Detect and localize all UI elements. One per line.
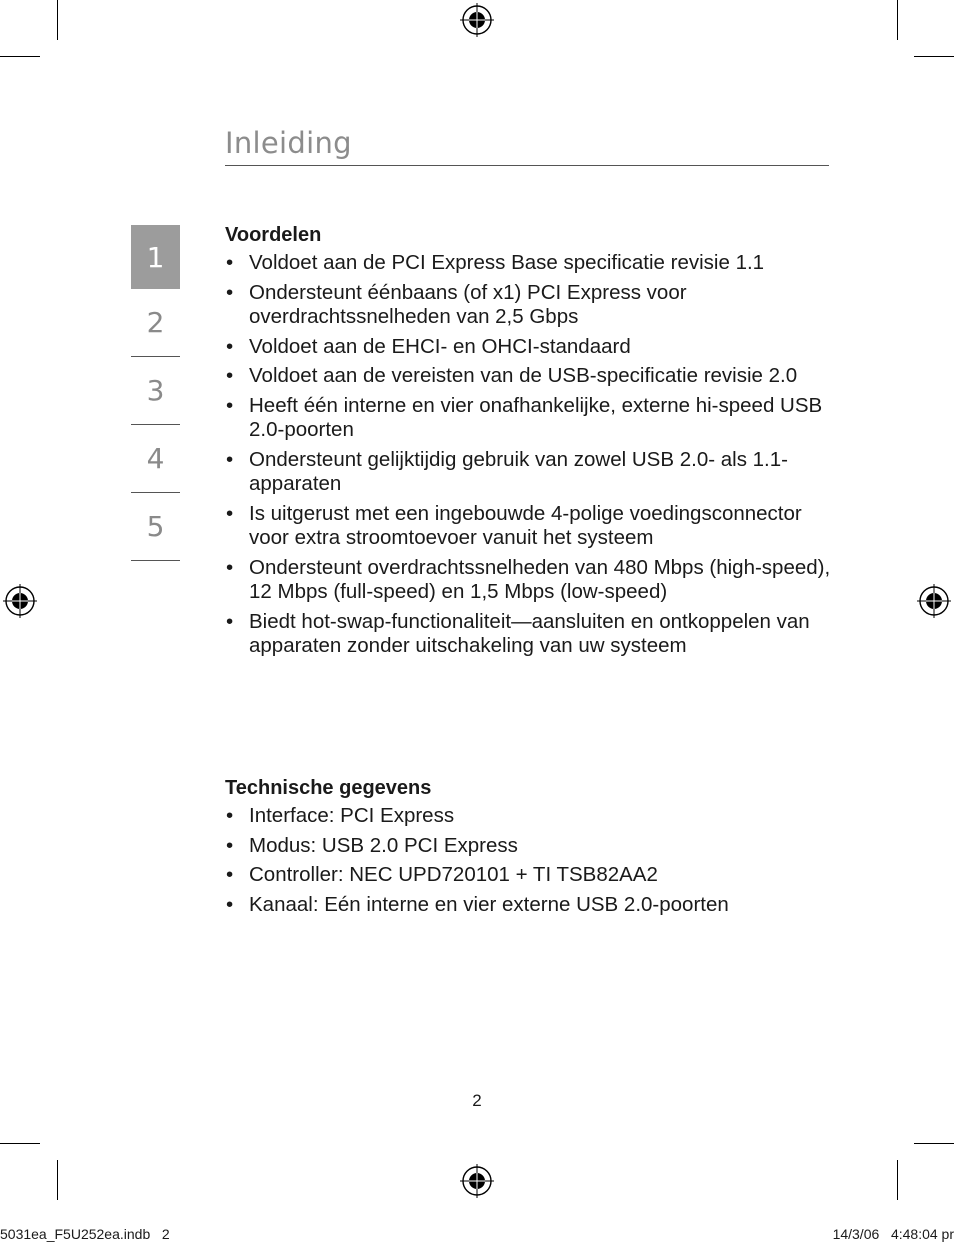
list-item: • Ondersteunt éénbaans (of x1) PCI Express voor overdrachtssnelheden van 2,5 Gbps [225,281,845,330]
registration-mark-icon [460,1164,494,1198]
page-title: Inleiding [225,126,352,160]
chapter-tab-4[interactable]: 4 [131,425,180,493]
list-item: • Is uitgerust met een ingebouwde 4-polige voedingsconnector voor extra stroomtoevoer vanuit het systeem [225,502,845,551]
chapter-tab-2[interactable]: 2 [131,289,180,357]
list-item: • Heeft één interne en vier onafhankelijke, externe hi-speed USB 2.0-poorten [225,394,845,443]
technische-gegevens-list [225,804,845,917]
crop-mark [914,56,954,57]
voordelen-list [225,251,845,659]
crop-mark [0,1143,40,1144]
list-item: • Kanaal: Eén interne en vier externe USB 2.0-poorten [225,893,845,918]
registration-mark-icon [917,584,951,618]
footer-timestamp: 14/3/06 4:48:04 pr [832,1226,954,1242]
crop-mark [914,1143,954,1144]
crop-mark [57,0,58,40]
title-rule [225,165,829,166]
registration-mark-icon [460,3,494,37]
crop-mark [0,56,40,57]
chapter-tab-5[interactable]: 5 [131,493,180,561]
voordelen-section [225,222,845,664]
chapter-tab-1[interactable]: 1 [131,225,180,289]
list-item: • Ondersteunt gelijktijdig gebruik van zowel USB 2.0- als 1.1-apparaten [225,448,845,497]
chapter-tabs [131,225,180,561]
list-item: • Biedt hot-swap-functionaliteit—aansluiten en ontkoppelen van apparaten zonder uitschakeling van uw systeem [225,610,845,659]
list-item: • Ondersteunt overdrachtssnelheden van 480 Mbps (high-speed), 12 Mbps (full-speed) en 1,5 Mbps (low-speed) [225,556,845,605]
list-item: • Modus: USB 2.0 PCI Express [225,834,845,859]
list-item: • Voldoet aan de EHCI- en OHCI-standaard [225,335,845,360]
technische-gegevens-section [225,775,845,922]
crop-mark [57,1160,58,1200]
crop-mark [897,1160,898,1200]
list-item: • Voldoet aan de vereisten van de USB-specificatie revisie 2.0 [225,364,845,389]
footer-file-info: 5031ea_F5U252ea.indb 2 [0,1226,170,1242]
crop-mark [897,0,898,40]
registration-mark-icon [3,584,37,618]
list-item: • Voldoet aan de PCI Express Base specificatie revisie 1.1 [225,251,845,276]
list-item: • Interface: PCI Express [225,804,845,829]
page-number: 2 [472,1091,482,1110]
list-item: • Controller: NEC UPD720101 + TI TSB82AA2 [225,863,845,888]
voordelen-heading: Voordelen [225,224,322,246]
chapter-tab-3[interactable]: 3 [131,357,180,425]
technische-gegevens-heading: Technische gegevens [225,777,432,799]
